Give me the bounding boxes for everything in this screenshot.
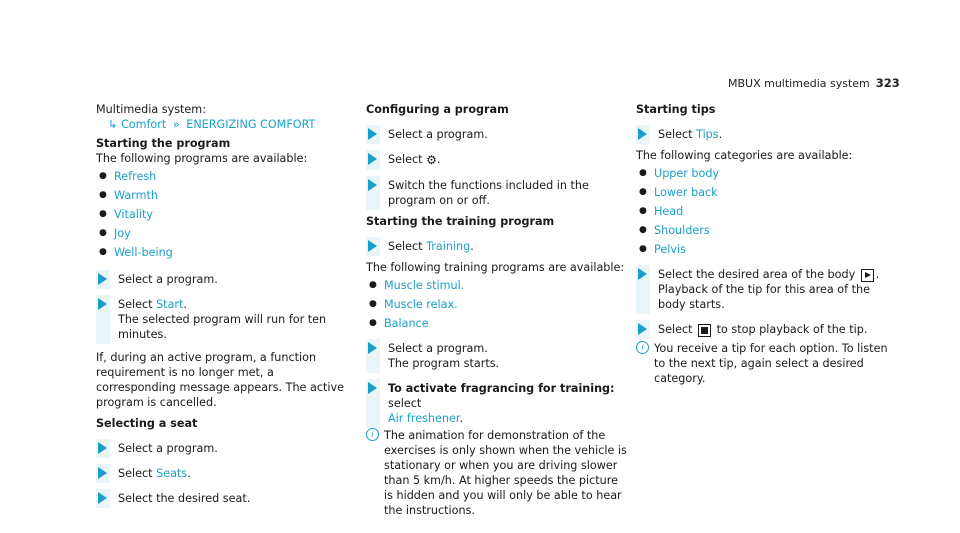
programs-intro: The following programs are available: [96,152,308,165]
training-intro: The following training programs are available: [366,261,625,274]
column-2 [366,102,628,518]
training-muscle-relax-link[interactable]: Muscle relax. [384,298,458,311]
step-cfg-switch: Switch the functions included in the program on or off. [366,178,628,208]
arrow-right-icon [98,467,107,479]
arrow-right-icon [98,273,107,285]
program-wellbeing-link[interactable]: Well-being [114,246,173,259]
list-item: ● Upper body [639,167,720,180]
seats-link[interactable]: Seats [156,467,188,480]
list-item: ● Joy [99,227,131,240]
step-cfg-settings: Select ⚙. [366,152,628,168]
path-energizing-link[interactable]: ENERGIZING COMFORT [186,118,316,131]
step-training-program: Select a program. The program starts. [366,341,628,371]
column-3 [636,102,896,386]
heading-starting-tips: Starting tips [636,103,716,116]
step-select-program: Select a program. [96,272,354,287]
arrow-right-icon [368,342,377,354]
step-seat-desired: Select the desired seat. [96,491,354,506]
list-item: ● Shoulders [639,224,710,237]
step-seat-program: Select a program. [96,441,354,456]
menu-path [96,117,354,132]
training-muscle-stimul-link[interactable]: Muscle stimul. [384,279,465,292]
list-item: ● Head [639,205,684,218]
training-balance-link[interactable]: Balance [384,317,429,330]
step-fragrancing: To activate fragrancing for training: select Air freshener. [366,381,628,426]
note-tips: i You receive a tip for each option. To listen to the next tip, again select a desired category. [636,341,896,386]
step-detail: The selected program will run for ten minutes. [118,313,327,341]
play-icon[interactable] [861,269,874,282]
step-seat-seats: Select Seats. [96,466,354,481]
step-body-area: Select the desired area of the body . Playback of the tip for this area of the body starts. [636,267,896,312]
program-joy-link[interactable]: Joy [114,227,131,240]
step-stop: Select to stop playback of the tip. [636,322,896,337]
path-comfort-link[interactable]: Comfort [120,118,167,131]
stop-icon[interactable] [698,324,711,337]
page-header [728,76,900,90]
arrow-right-icon [368,153,377,165]
heading-starting-program: Starting the program [96,137,231,150]
list-item: ● Muscle relax. [369,298,458,311]
category-lower-back-link[interactable]: Lower back [654,186,718,199]
arrow-right-icon [638,323,647,335]
heading-selecting-seat: Selecting a seat [96,417,198,430]
category-shoulders-link[interactable]: Shoulders [654,224,710,237]
column-1 [96,102,354,506]
program-warmth-link[interactable]: Warmth [114,189,158,202]
heading-training: Starting the training program [366,215,555,228]
path-intro: Multimedia system: [96,103,206,116]
start-link[interactable]: Start [156,298,184,311]
arrow-right-icon [638,128,647,140]
list-item: ● Muscle stimul. [369,279,465,292]
paragraph-requirement: If, during an active program, a function requirement is no longer met, a corresponding message appears. The active program is cancelled. [96,351,344,409]
arrow-right-icon [98,492,107,504]
page-number: 323 [875,76,900,90]
header-title: MBUX multimedia system [728,77,870,90]
category-pelvis-link[interactable]: Pelvis [654,243,686,256]
arrow-right-icon [368,382,377,394]
air-freshener-link[interactable]: Air freshener [388,412,460,425]
training-link[interactable]: Training [426,240,471,253]
category-head-link[interactable]: Head [654,205,684,218]
list-item: ● Well-being [99,246,173,259]
note-animation: i The animation for demonstration of the exercises is only shown when the vehicle is stationary or when you are driving slower than 5 km/h. At higher speeds the picture is hidden and you will only be able to hear the instructions. [366,428,628,518]
tips-link[interactable]: Tips [696,128,719,141]
list-item: ● Warmth [99,189,158,202]
arrow-right-icon [98,442,107,454]
list-item: ● Balance [369,317,429,330]
list-item: ● Refresh [99,170,157,183]
path-arrow-icon: ↳ [108,118,118,131]
arrow-right-icon [98,298,107,310]
arrow-right-icon [368,179,377,191]
arrow-right-icon [638,268,647,280]
step-cfg-program: Select a program. [366,127,628,142]
settings-icon[interactable]: ⚙ [426,153,437,167]
list-item: ● Lower back [639,186,718,199]
program-refresh-link[interactable]: Refresh [114,170,157,183]
heading-configuring: Configuring a program [366,103,509,116]
arrow-right-icon [368,240,377,252]
list-item: ● Vitality [99,208,153,221]
step-training: Select Training. [366,239,628,254]
list-item: ● Pelvis [639,243,686,256]
step-tips: Select Tips. [636,127,896,142]
arrow-right-icon [368,128,377,140]
info-icon: i [636,341,649,354]
path-separator-icon: » [172,118,180,131]
category-upper-body-link[interactable]: Upper body [654,167,720,180]
categories-intro: The following categories are available: [636,149,853,162]
program-vitality-link[interactable]: Vitality [114,208,153,221]
step-select-start: Select Start. The selected program will run for ten minutes. [96,297,354,342]
info-icon: i [366,428,379,441]
